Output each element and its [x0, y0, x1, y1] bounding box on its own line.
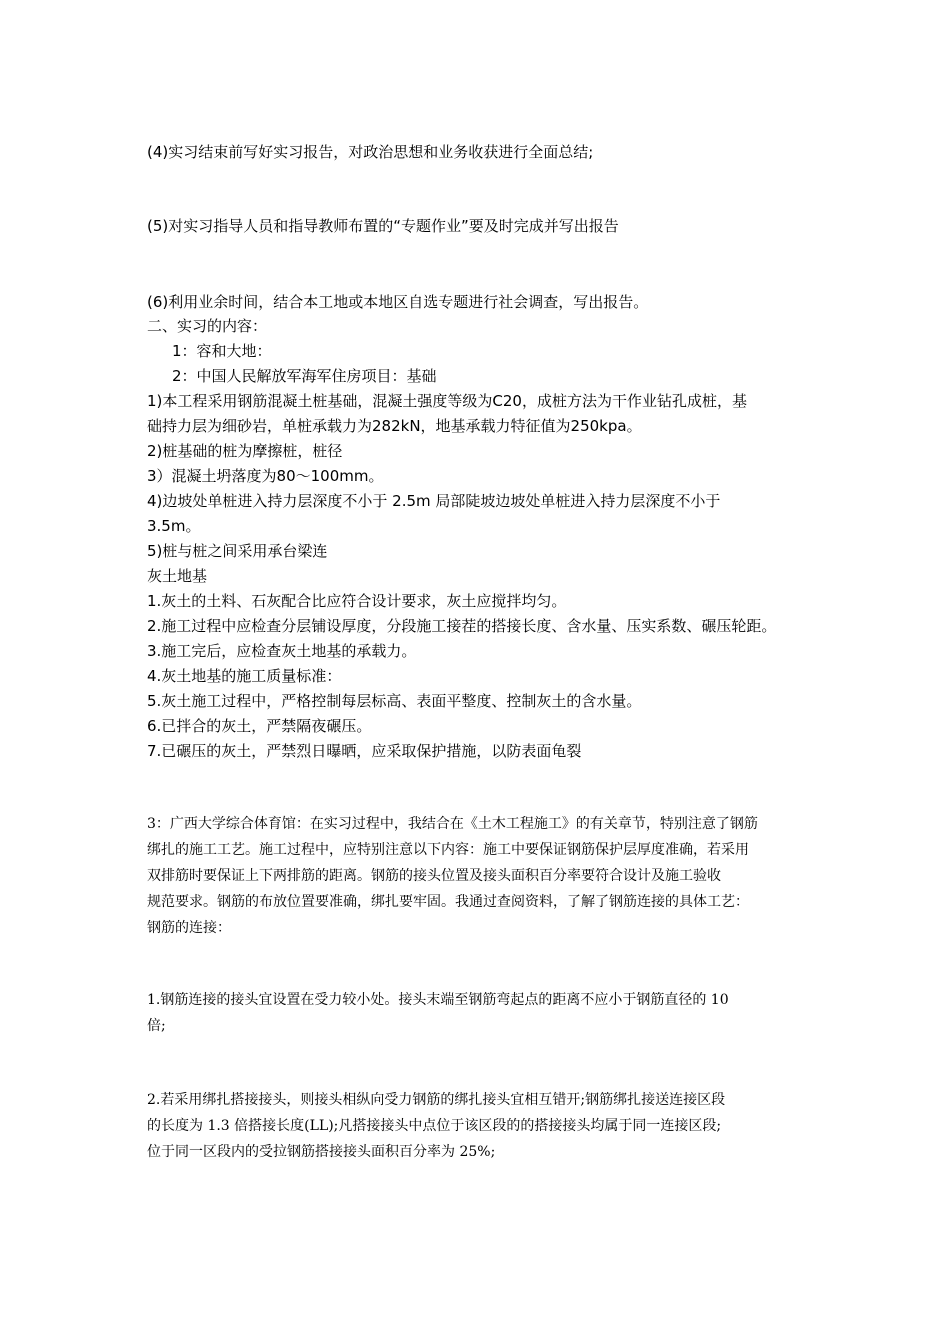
rebar-connection-item-1-line-1: 1.钢筋连接的接头宜设置在受力较小处。接头末端至钢筋弯起点的距离不应小于钢筋直径的 10	[147, 992, 729, 1008]
foundation-item-2: 2)桩基础的桩为摩擦桩，桩径	[147, 442, 343, 460]
project-3-paragraph-line-1: 3：广西大学综合体育馆：在实习过程中，我结合在《土木工程施工》的有关章节，特别注意了钢筋	[147, 816, 758, 832]
project-3-paragraph-line-4: 规范要求。钢筋的布放位置要准确，绑扎要牢固。我通过查阅资料，了解了钢筋连接的具体工艺：	[147, 894, 749, 910]
lime-soil-item-1: 1.灰土的土料、石灰配合比应符合设计要求，灰土应搅拌均匀。	[147, 592, 567, 610]
rebar-connection-item-2-line-1: 2.若采用绑扎搭接接头，则接头相纵向受力钢筋的绑扎接头宜相互错开;钢筋绑扎接送连接区段	[147, 1092, 726, 1108]
project-2-title: 2：中国人民解放军海军住房项目：基础	[172, 367, 437, 385]
lime-soil-heading: 灰土地基	[147, 567, 208, 585]
project-1-title: 1：容和大地：	[172, 342, 272, 360]
rebar-connection-item-1-line-2: 倍;	[147, 1018, 166, 1034]
foundation-item-3: 3）混凝土坍落度为80～100mm。	[147, 467, 384, 485]
foundation-item-1-line-2: 础持力层为细砂岩，单桩承载力为282kN，地基承载力特征值为250kpa。	[147, 417, 642, 435]
requirement-item-6: (6)利用业余时间，结合本工地或本地区自选专题进行社会调查，写出报告。	[147, 293, 649, 311]
lime-soil-item-6: 6.已拌合的灰土，严禁隔夜碾压。	[147, 717, 372, 735]
section-heading-content: 二、实习的内容：	[147, 317, 268, 335]
foundation-item-1-line-1: 1)本工程采用钢筋混凝土桩基础，混凝土强度等级为C20，成桩方法为干作业钻孔成桩，基	[147, 392, 747, 410]
foundation-item-4-line-1: 4)边坡处单桩进入持力层深度不小于 2.5m 局部陡坡边坡处单桩进入持力层深度不小于	[147, 492, 721, 510]
project-3-paragraph-line-2: 绑扎的施工工艺。施工过程中，应特别注意以下内容：施工中要保证钢筋保护层厚度准确，若采用	[147, 842, 749, 858]
lime-soil-item-3: 3.施工完后，应检查灰土地基的承载力。	[147, 642, 417, 660]
foundation-item-5: 5)桩与桩之间采用承台梁连	[147, 542, 328, 560]
requirement-item-4: (4)实习结束前写好实习报告，对政治思想和业务收获进行全面总结;	[147, 143, 594, 161]
lime-soil-item-5: 5.灰土施工过程中，严格控制每层标高、表面平整度、控制灰土的含水量。	[147, 692, 642, 710]
lime-soil-item-7: 7.已碾压的灰土，严禁烈日曝晒，应采取保护措施，以防表面龟裂	[147, 742, 582, 760]
requirement-item-5: (5)对实习指导人员和指导教师布置的“专题作业”要及时完成并写出报告	[147, 217, 619, 235]
rebar-connection-item-2-line-3: 位于同一区段内的受拉钢筋搭接接头面积百分率为 25%;	[147, 1144, 496, 1160]
lime-soil-item-4: 4.灰土地基的施工质量标准：	[147, 667, 342, 685]
project-3-paragraph-line-3: 双排筋时要保证上下两排筋的距离。钢筋的接头位置及接头面积百分率要符合设计及施工验收	[147, 868, 721, 884]
lime-soil-item-2: 2.施工过程中应检查分层铺设厚度，分段施工接茬的搭接长度、含水量、压实系数、碾压轮距。	[147, 617, 777, 635]
foundation-item-4-line-2: 3.5m。	[147, 517, 201, 535]
rebar-connection-item-2-line-2: 的长度为 1.3 倍搭接长度(LL);凡搭接接头中点位于该区段的的搭接接头均属于同一连接区段;	[147, 1118, 722, 1134]
project-3-paragraph-line-5: 钢筋的连接：	[147, 920, 231, 936]
